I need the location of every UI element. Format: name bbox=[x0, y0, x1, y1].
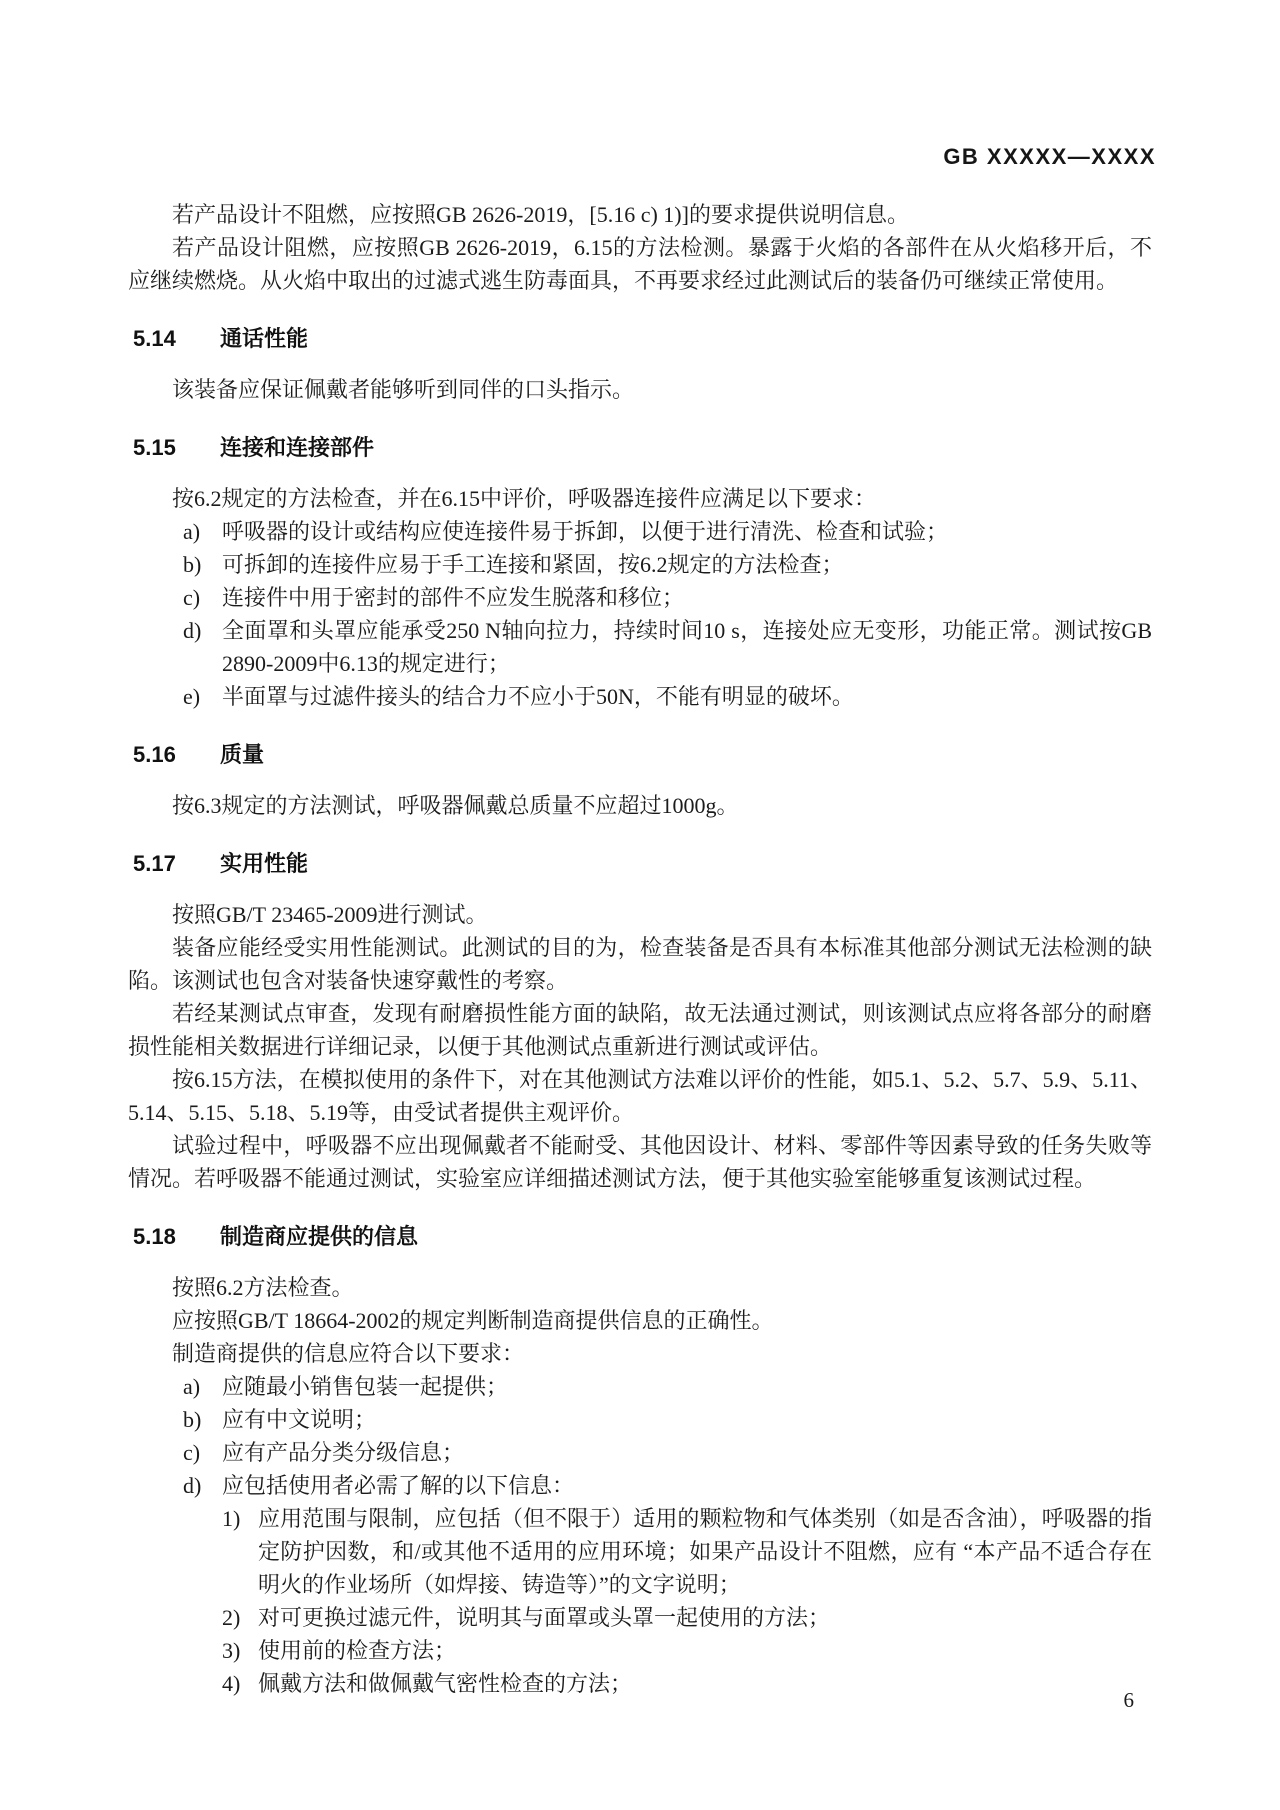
sub-list-item bbox=[222, 1634, 1152, 1667]
list-marker: 4) bbox=[222, 1671, 241, 1696]
list-item bbox=[183, 581, 1152, 614]
section-heading bbox=[133, 846, 1152, 882]
paragraph: 按照GB/T 23465-2009进行测试。 bbox=[172, 902, 488, 927]
section-5-16 bbox=[128, 737, 1152, 822]
list-item bbox=[183, 548, 1152, 581]
list-item-text: 应有中文说明； bbox=[222, 1407, 377, 1432]
paragraph: 装备应能经受实用性能测试。此测试的目的为，检查装备是否具有本标准其他部分测试无法检测的缺陷。该测试也包含对装备快速穿戴性的考察。 bbox=[128, 935, 1152, 993]
list-item-text: 呼吸器的设计或结构应使连接件易于拆卸，以便于进行清洗、检查和试验； bbox=[222, 519, 949, 544]
paragraph: 该装备应保证佩戴者能够听到同伴的口头指示。 bbox=[172, 377, 635, 402]
list-item-text: 应有产品分类分级信息； bbox=[222, 1440, 465, 1465]
section-number: 5.18 bbox=[133, 1224, 176, 1249]
section-title: 制造商应提供的信息 bbox=[220, 1224, 419, 1249]
list-item-text: 应包括使用者必需了解的以下信息： bbox=[222, 1473, 575, 1498]
list-marker: 2) bbox=[222, 1605, 241, 1630]
list-item-text: 连接件中用于密封的部件不应发生脱落和移位； bbox=[222, 585, 685, 610]
paragraph: 制造商提供的信息应符合以下要求： bbox=[172, 1341, 525, 1366]
list-marker: 1) bbox=[222, 1506, 241, 1531]
section-title: 连接和连接部件 bbox=[220, 435, 375, 460]
section-heading bbox=[133, 737, 1152, 773]
document-content bbox=[128, 198, 1152, 1700]
list-item bbox=[183, 515, 1152, 548]
section-heading bbox=[133, 430, 1152, 466]
list-item bbox=[183, 1469, 1152, 1502]
section-title: 质量 bbox=[220, 742, 265, 767]
list-item-text: 使用前的检查方法； bbox=[258, 1638, 457, 1663]
section-number: 5.16 bbox=[133, 742, 176, 767]
paragraph: 若经某测试点审查，发现有耐磨损性能方面的缺陷，故无法通过测试，则该测试点应将各部分的耐磨损性能相关数据进行详细记录，以便于其他测试点重新进行测试或评估。 bbox=[128, 1001, 1152, 1059]
list-marker: b) bbox=[183, 552, 202, 577]
list-item-text: 应用范围与限制，应包括（但不限于）适用的颗粒物和气体类别（如是否含油），呼吸器的指定防护因数，和/或其他不适用的应用环境；如果产品设计不阻燃，应有 “本产品不适合存在明火的作业场所（如焊接、铸造等）”的文字说明； bbox=[258, 1506, 1152, 1597]
list-marker: b) bbox=[183, 1407, 202, 1432]
section-heading bbox=[133, 321, 1152, 357]
paragraph: 按6.3规定的方法测试，呼吸器佩戴总质量不应超过1000g。 bbox=[172, 793, 739, 818]
list-item bbox=[183, 1436, 1152, 1469]
list-marker: c) bbox=[183, 1440, 201, 1465]
section-5-15 bbox=[128, 430, 1152, 713]
list-item-text: 半面罩与过滤件接头的结合力不应小于50N，不能有明显的破坏。 bbox=[222, 684, 854, 709]
list-marker: e) bbox=[183, 684, 201, 709]
section-number: 5.14 bbox=[133, 326, 176, 351]
paragraph: 试验过程中，呼吸器不应出现佩戴者不能耐受、其他因设计、材料、零部件等因素导致的任务失败等情况。若呼吸器不能通过测试，实验室应详细描述测试方法，便于其他实验室能够重复该测试过程。 bbox=[128, 1133, 1152, 1191]
section-heading bbox=[133, 1219, 1152, 1255]
sub-list-item bbox=[222, 1502, 1152, 1601]
list-item-text: 可拆卸的连接件应易于手工连接和紧固，按6.2规定的方法检查； bbox=[222, 552, 844, 577]
list-item-text: 佩戴方法和做佩戴气密性检查的方法； bbox=[258, 1671, 633, 1696]
section-number: 5.17 bbox=[133, 851, 176, 876]
sub-list-item bbox=[222, 1667, 1152, 1700]
list-marker: a) bbox=[183, 519, 201, 544]
list-marker: d) bbox=[183, 1473, 202, 1498]
sub-list-item bbox=[222, 1601, 1152, 1634]
paragraph: 按照6.2方法检查。 bbox=[172, 1275, 354, 1300]
section-5-17 bbox=[128, 846, 1152, 1195]
page-number: 6 bbox=[1123, 1688, 1134, 1712]
list-item-text: 对可更换过滤元件，说明其与面罩或头罩一起使用的方法； bbox=[258, 1605, 831, 1630]
list-item bbox=[183, 1403, 1152, 1436]
list-marker: c) bbox=[183, 585, 201, 610]
paragraph: 若产品设计不阻燃，应按照GB 2626-2019，[5.16 c) 1)]的要求提供说明信息。 bbox=[172, 202, 909, 227]
paragraph: 按6.15方法，在模拟使用的条件下，对在其他测试方法难以评价的性能，如5.1、5.2、5.7、5.9、5.11、5.14、5.15、5.18、5.19等，由受试者提供主观评价。 bbox=[128, 1067, 1152, 1125]
section-5-18 bbox=[128, 1219, 1152, 1700]
section-5-14 bbox=[128, 321, 1152, 406]
list-item-text: 全面罩和头罩应能承受250 N轴向拉力，持续时间10 s，连接处应无变形，功能正常。测试按GB 2890-2009中6.13的规定进行； bbox=[222, 618, 1152, 676]
document-header-code: GB XXXXX—XXXX bbox=[943, 144, 1156, 169]
list-marker: d) bbox=[183, 618, 202, 643]
section-title: 通话性能 bbox=[220, 326, 309, 351]
list-item bbox=[183, 680, 1152, 713]
paragraph: 应按照GB/T 18664-2002的规定判断制造商提供信息的正确性。 bbox=[172, 1308, 774, 1333]
list-item bbox=[183, 1370, 1152, 1403]
list-item bbox=[183, 614, 1152, 680]
section-title: 实用性能 bbox=[220, 851, 309, 876]
paragraph: 若产品设计阻燃，应按照GB 2626-2019，6.15的方法检测。暴露于火焰的各部件在从火焰移开后，不应继续燃烧。从火焰中取出的过滤式逃生防毒面具，不再要求经过此测试后的装备仍可继续正常使用。 bbox=[128, 235, 1152, 293]
paragraph: 按6.2规定的方法检查，并在6.15中评价，呼吸器连接件应满足以下要求： bbox=[172, 486, 877, 511]
list-marker: a) bbox=[183, 1374, 201, 1399]
list-item-text: 应随最小销售包装一起提供； bbox=[222, 1374, 509, 1399]
section-number: 5.15 bbox=[133, 435, 176, 460]
list-marker: 3) bbox=[222, 1638, 241, 1663]
